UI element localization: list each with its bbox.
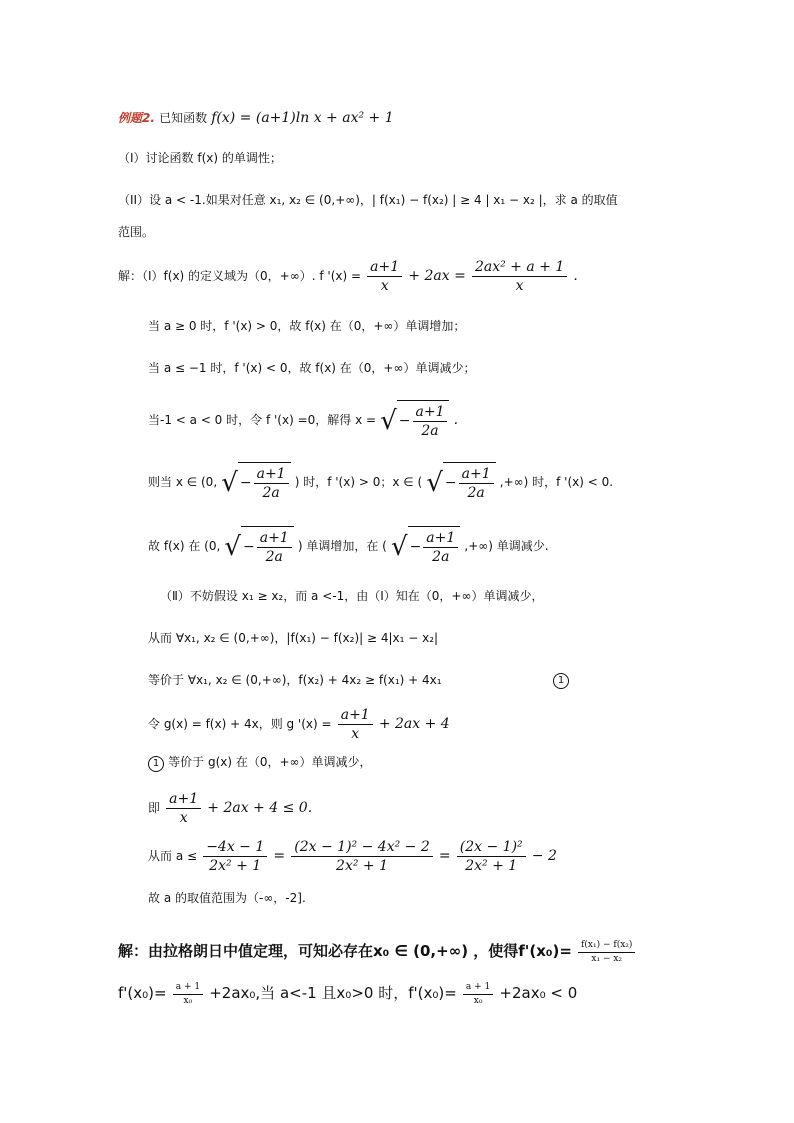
case-conclusion-line: 故 f(x) 在 (0, √ − $\frac{a+1}{2a}$ ) 单调增加，在 ( √ − $\frac{a+1}{2a}$ ,+∞) 单调减少.: [148, 526, 549, 567]
circled-one-icon: 1: [148, 756, 164, 772]
problem-part2-line1: （II）设 a < -1.如果对任意 x₁, x₂ ∈ (0,+∞)，| f(x₁) − f(x₂) | ≥ 4 | x₁ − x₂ |，求 a 的取值: [118, 193, 618, 207]
circle-mark-1: [553, 670, 569, 690]
part2-equivalent: 等价于 ∀x₁, x₂ ∈ (0,+∞)，f(x₂) + 4x₂ ≥ f(x₁) + 4x₁: [148, 673, 442, 687]
problem-function: f(x) = (a+1)ln x + ax² + 1: [211, 110, 394, 126]
fraction-derivative-combined: $\frac{\text{2ax² + a + 1}}{x}$: [472, 259, 567, 294]
alt-solution-line2: f'(x₀)= $\frac{a + 1}{\text{x₀}}$ +2ax₀,当 a<-1 且x₀>0 时，f'(x₀)= $\frac{a + 1}{\text{x₀}}$ +2ax₀ < 0: [118, 982, 578, 1006]
fraction-bound-2: $\frac{\text{(2x − 1)² − 4x² − 2}}{\text{2x² + 1}}$: [291, 839, 432, 874]
derivative-prefix: 解：（Ⅰ）f(x) 的定义域为（0，+∞）. f '(x) =: [118, 269, 362, 283]
solution-derivative-line: 解：（Ⅰ）f(x) 的定义域为（0，+∞）. f '(x) = $\frac{a+1}{x}$ + 2ax = $\frac{\text{2ax² + a + 1}}{x}$ .: [118, 259, 578, 294]
fraction-bound-1: $\frac{-4x - 1}{\text{2x² + 1}}$: [203, 839, 267, 874]
sqrt-expression: √ − $\frac{a+1}{2a}$: [221, 462, 290, 503]
fraction-a1-over-x0: $\frac{a + 1}{\text{x₀}}$: [173, 982, 203, 1007]
circled-one-icon: 1: [553, 673, 569, 689]
case-mid-line: 当-1 < a < 0 时，令 f '(x) =0，解得 x = √ − $\frac{a+1}{2a}$ .: [148, 400, 458, 441]
sqrt-expression: √ − $\frac{a+1}{2a}$: [224, 526, 293, 567]
part2-monotone: 1 等价于 g(x) 在（0，+∞）单调减少，: [148, 752, 372, 773]
problem-label: 例题2.: [118, 111, 155, 125]
part2-answer: 故 a 的取值范围为（-∞，-2].: [148, 891, 306, 905]
fraction-a1-over-x: $\frac{a+1}{x}$: [338, 707, 373, 742]
problem-title-line: [118, 108, 394, 129]
sqrt-expression: √ − $\frac{a+1}{2a}$: [380, 400, 449, 441]
part2-condition: 从而 ∀x₁, x₂ ∈ (0,+∞)，|f(x₁) − f(x₂)| ≥ 4|x₁ − x₂|: [148, 631, 439, 645]
part2-g-definition: 令 g(x) = f(x) + 4x，则 g '(x) = $\frac{a+1}{x}$ + 2ax + 4: [148, 707, 450, 742]
fraction-a1-over-x0: $\frac{a + 1}{\text{x₀}}$: [463, 982, 493, 1007]
fraction-a1-over-x: $\frac{a+1}{x}$: [367, 259, 402, 294]
case-interval-line: 则当 x ∈ (0, √ − $\frac{a+1}{2a}$ ) 时，f '(x) > 0；x ∈ ( √ − $\frac{a+1}{2a}$ ,+∞) 时，f '(x) < 0.: [148, 462, 613, 503]
part2-bound: 从而 a ≤ $\frac{-4x - 1}{\text{2x² + 1}}$ = $\frac{\text{(2x − 1)² − 4x² − 2}}{\text{2x² + 1}}$ = $\frac{\text{(2x − 1)²}}{\text{2x² + 1}}$ − 2: [148, 839, 557, 874]
fraction-bound-3: $\frac{\text{(2x − 1)²}}{\text{2x² + 1}}$: [457, 839, 526, 874]
derivative-mid: + 2ax =: [408, 268, 466, 284]
fraction-difference-quotient: $\frac{\text{f(x₁) − f(x₂)}}{\text{x₁ − x₂}}$: [578, 940, 635, 965]
problem-part1: （I）讨论函数 f(x) 的单调性；: [118, 151, 282, 165]
case-a-nonneg: 当 a ≥ 0 时，f '(x) > 0，故 f(x) 在（0，+∞）单调增加；: [148, 319, 466, 333]
fraction-a1-over-x: $\frac{a+1}{x}$: [166, 791, 201, 826]
sqrt-expression: √ − $\frac{a+1}{2a}$: [391, 526, 460, 567]
problem-part2-line2: 范围。: [118, 225, 155, 239]
sqrt-expression: √ − $\frac{a+1}{2a}$: [426, 462, 495, 503]
case-a-le-neg1: 当 a ≤ −1 时，f '(x) < 0，故 f(x) 在（0，+∞）单调减少；: [148, 361, 476, 375]
problem-statement: 已知函数: [159, 111, 208, 125]
part2-inequality: 即 $\frac{a+1}{x}$ + 2ax + 4 ≤ 0.: [148, 791, 313, 826]
part2-assumption: （Ⅱ）不妨假设 x₁ ≥ x₂，而 a <-1，由（Ⅰ）知在（0，+∞）单调减少，: [160, 589, 544, 603]
alt-solution-line1: 解：由拉格朗日中值定理，可知必存在x₀ ∈ (0,+∞) ，使得f'(x₀)= $\frac{\text{f(x₁) − f(x₂)}}{\text{x₁ − x₂}}$: [118, 934, 637, 970]
